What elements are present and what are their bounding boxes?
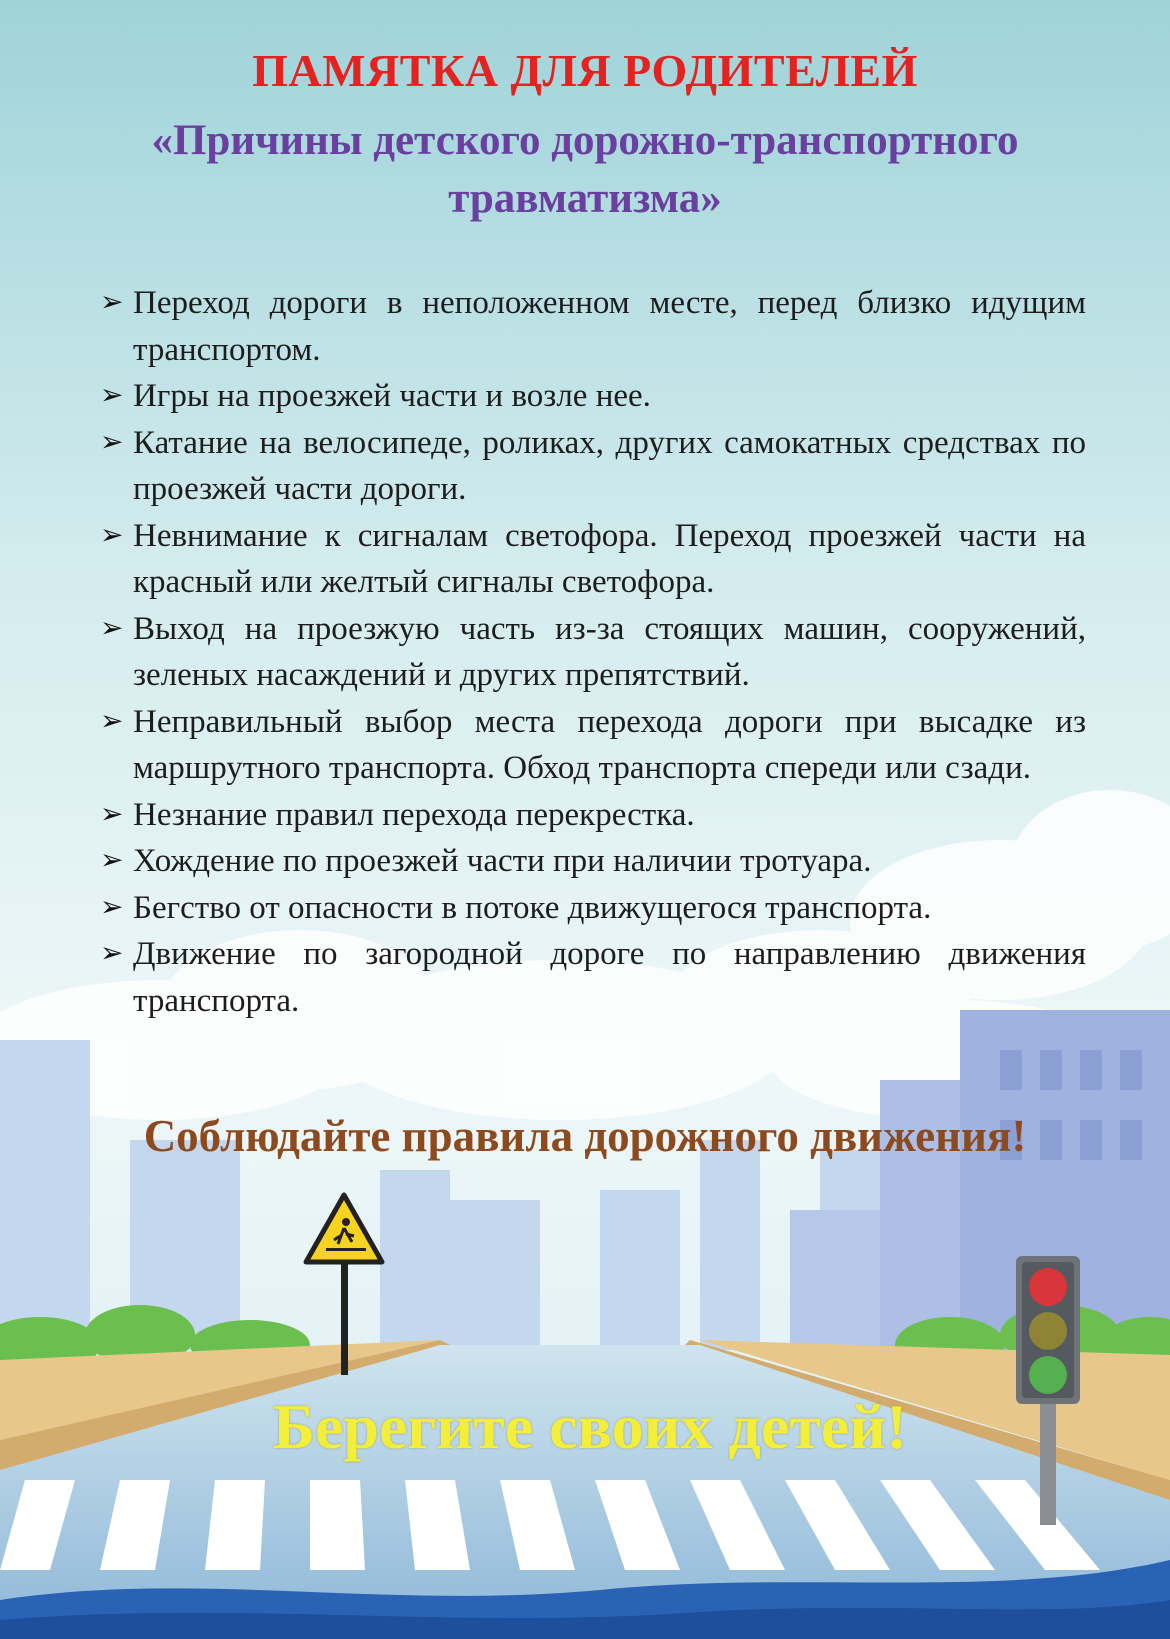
arrow-bullet-icon: ➢ xyxy=(100,891,124,923)
list-item: ➢ Невнимание к сигналам светофора. Переход проезжей части на красный или желтый сигналы светофора. xyxy=(100,513,1086,606)
arrow-bullet-icon: ➢ xyxy=(100,845,124,876)
list-item: ➢ Хождение по проезжей части при наличии тротуара. xyxy=(100,838,1086,885)
list-item: ➢ Движение по загородной дороге по направлению движения транспорта. xyxy=(100,931,1086,1024)
arrow-bullet-icon: ➢ xyxy=(100,380,124,411)
arrow-bullet-icon: ➢ xyxy=(100,519,124,551)
list-item: ➢ Переход дороги в неположенном месте, перед близко идущим транспортом. xyxy=(100,280,1086,373)
list-item: ➢ Выход на проезжую часть из-за стоящих машин, сооружений, зеленых насаждений и других препятствий. xyxy=(100,606,1086,699)
arrow-bullet-icon: ➢ xyxy=(100,798,124,830)
list-item: ➢ Игры на проезжей части и возле нее. xyxy=(100,373,1086,420)
arrow-bullet-icon: ➢ xyxy=(100,426,124,458)
list-item: ➢ Бегство от опасности в потоке движущегося транспорта. xyxy=(100,885,1086,932)
arrow-bullet-icon: ➢ xyxy=(100,612,124,644)
list-item: ➢ Катание на велосипеде, роликах, других самокатных средствах по проезжей части дороги. xyxy=(100,420,1086,513)
list-item: ➢ Незнание правил перехода перекрестка. xyxy=(100,792,1086,839)
list-item: ➢ Неправильный выбор места перехода дороги при высадке из маршрутного транспорта. Обход транспорта спереди или сзади. xyxy=(100,699,1086,792)
rules-slogan: Соблюдайте правила дорожного движения! xyxy=(143,1111,1027,1161)
page-subtitle: «Причины детского дорожно-транспортного травматизма» xyxy=(151,117,1019,222)
arrow-bullet-icon: ➢ xyxy=(100,938,124,969)
page-title: ПАМЯТКА ДЛЯ РОДИТЕЛЕЙ xyxy=(252,45,918,96)
arrow-bullet-icon: ➢ xyxy=(100,705,124,737)
children-slogan: Берегите своих детей! xyxy=(272,1391,908,1462)
arrow-bullet-icon: ➢ xyxy=(100,287,124,318)
causes-list xyxy=(100,280,1086,1024)
